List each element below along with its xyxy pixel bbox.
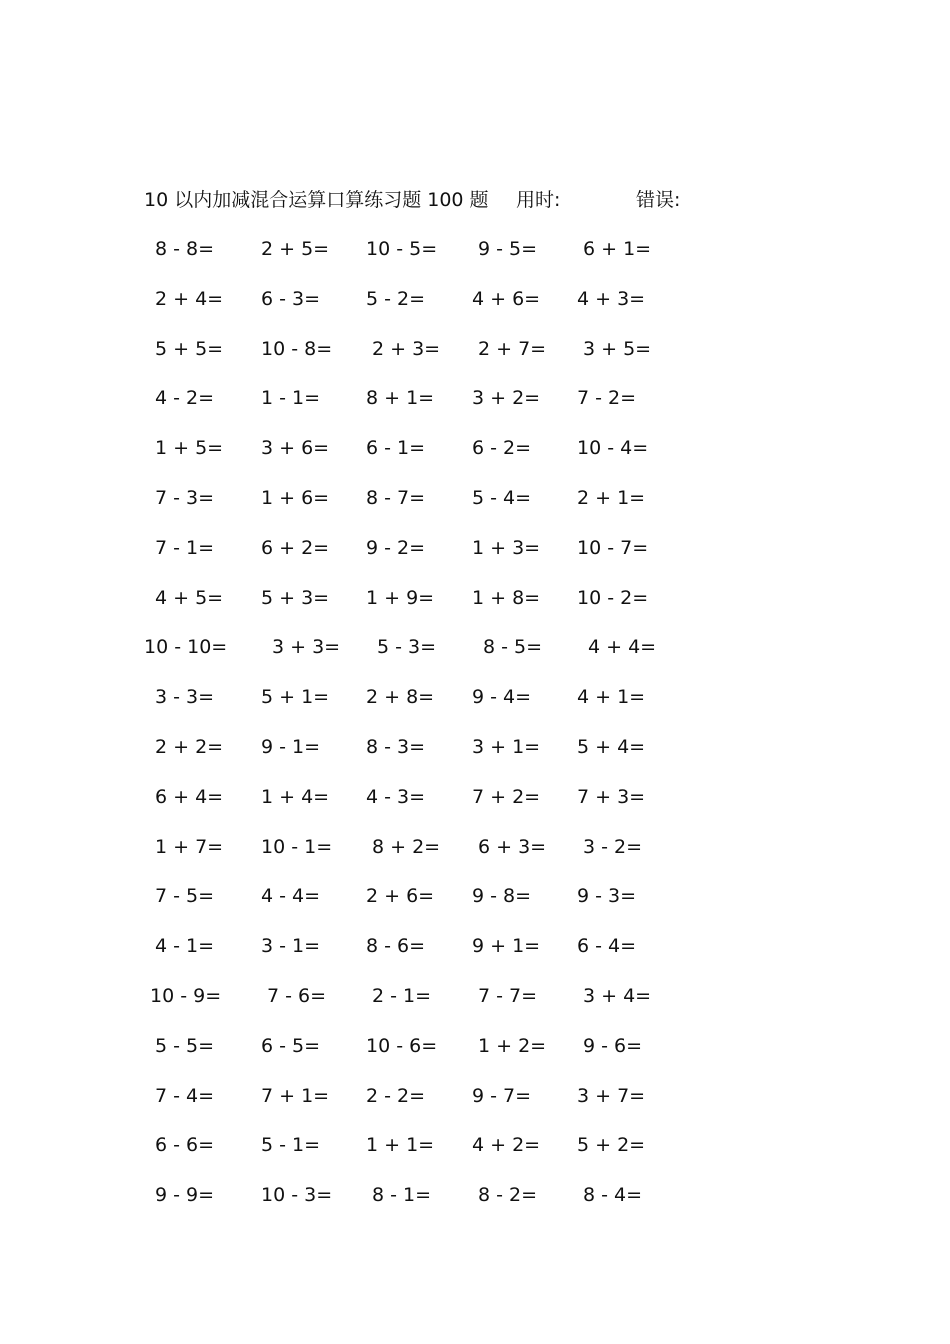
problem-row	[0, 881, 950, 931]
arithmetic-problem: 10 - 5=	[366, 238, 438, 260]
problem-row	[0, 682, 950, 732]
arithmetic-problem: 2 + 3=	[372, 337, 441, 360]
arithmetic-problem: 7 + 1=	[261, 1084, 330, 1107]
problem-row	[0, 483, 950, 533]
arithmetic-problem: 4 + 6=	[472, 287, 541, 310]
arithmetic-problem: 1 + 4=	[261, 785, 330, 808]
arithmetic-problem: 10 - 10=	[144, 636, 228, 659]
problem-row	[0, 383, 950, 433]
arithmetic-problem: 8 - 4=	[583, 1184, 643, 1207]
time-used-label: 用时:	[516, 189, 561, 211]
arithmetic-problem: 9 + 1=	[472, 935, 541, 958]
arithmetic-problem: 7 - 5=	[155, 885, 215, 908]
arithmetic-problem: 5 + 5=	[155, 337, 224, 360]
arithmetic-problem: 9 - 4=	[472, 686, 532, 709]
problem-row	[0, 1180, 950, 1230]
arithmetic-problem: 3 + 7=	[577, 1084, 646, 1107]
arithmetic-problem: 1 + 9=	[366, 586, 435, 609]
arithmetic-problem: 9 - 1=	[261, 735, 321, 758]
arithmetic-problem: 3 + 1=	[472, 735, 541, 758]
arithmetic-problem: 10 - 9=	[150, 984, 222, 1007]
problem-row	[0, 284, 950, 334]
arithmetic-problem: 8 - 1=	[372, 1184, 432, 1207]
arithmetic-problem: 3 + 3=	[272, 636, 341, 659]
arithmetic-problem: 7 - 3=	[155, 486, 215, 509]
arithmetic-problem: 4 - 2=	[155, 387, 215, 410]
arithmetic-problem: 6 + 1=	[583, 238, 652, 260]
arithmetic-problem: 5 - 4=	[472, 486, 532, 509]
arithmetic-problem: 6 + 4=	[155, 785, 224, 808]
arithmetic-problem: 6 + 3=	[478, 835, 547, 858]
problem-grid	[0, 234, 950, 1230]
arithmetic-problem: 10 - 6=	[366, 1034, 438, 1057]
arithmetic-problem: 5 - 1=	[261, 1134, 321, 1157]
arithmetic-problem: 10 - 3=	[261, 1184, 333, 1207]
problem-row	[0, 632, 950, 682]
arithmetic-problem: 8 - 7=	[366, 486, 426, 509]
arithmetic-problem: 8 - 8=	[155, 238, 215, 260]
arithmetic-problem: 7 - 2=	[577, 387, 637, 410]
arithmetic-problem: 3 + 4=	[583, 984, 652, 1007]
problem-row	[0, 832, 950, 882]
problem-row	[0, 234, 950, 284]
error-count-label: 错误:	[636, 189, 681, 211]
worksheet-header	[144, 186, 864, 214]
arithmetic-problem: 1 + 6=	[261, 486, 330, 509]
arithmetic-problem: 5 - 2=	[366, 287, 426, 310]
arithmetic-problem: 3 - 1=	[261, 935, 321, 958]
arithmetic-problem: 4 - 4=	[261, 885, 321, 908]
arithmetic-problem: 2 + 5=	[261, 238, 330, 260]
arithmetic-problem: 6 + 2=	[261, 536, 330, 559]
arithmetic-problem: 2 + 8=	[366, 686, 435, 709]
problem-row	[0, 931, 950, 981]
arithmetic-problem: 8 - 2=	[478, 1184, 538, 1207]
arithmetic-problem: 1 + 8=	[472, 586, 541, 609]
problem-row	[0, 1031, 950, 1081]
arithmetic-problem: 6 - 1=	[366, 437, 426, 460]
arithmetic-problem: 9 - 3=	[577, 885, 637, 908]
arithmetic-problem: 9 - 5=	[478, 238, 538, 260]
arithmetic-problem: 4 + 5=	[155, 586, 224, 609]
arithmetic-problem: 10 - 4=	[577, 437, 649, 460]
arithmetic-problem: 3 - 2=	[583, 835, 643, 858]
arithmetic-problem: 6 - 3=	[261, 287, 321, 310]
arithmetic-problem: 4 + 3=	[577, 287, 646, 310]
arithmetic-problem: 4 + 4=	[588, 636, 657, 659]
arithmetic-problem: 1 + 3=	[472, 536, 541, 559]
arithmetic-problem: 7 + 3=	[577, 785, 646, 808]
arithmetic-problem: 1 + 7=	[155, 835, 224, 858]
arithmetic-problem: 5 + 2=	[577, 1134, 646, 1157]
arithmetic-problem: 10 - 8=	[261, 337, 333, 360]
arithmetic-problem: 5 + 3=	[261, 586, 330, 609]
problem-row	[0, 583, 950, 633]
arithmetic-problem: 8 - 3=	[366, 735, 426, 758]
arithmetic-problem: 3 + 2=	[472, 387, 541, 410]
problem-row	[0, 1081, 950, 1131]
arithmetic-problem: 3 - 3=	[155, 686, 215, 709]
arithmetic-problem: 4 - 1=	[155, 935, 215, 958]
arithmetic-problem: 9 - 2=	[366, 536, 426, 559]
problem-row	[0, 782, 950, 832]
arithmetic-problem: 5 - 5=	[155, 1034, 215, 1057]
problem-row	[0, 732, 950, 782]
arithmetic-problem: 9 - 7=	[472, 1084, 532, 1107]
arithmetic-problem: 1 - 1=	[261, 387, 321, 410]
arithmetic-problem: 6 - 2=	[472, 437, 532, 460]
arithmetic-problem: 7 + 2=	[472, 785, 541, 808]
arithmetic-problem: 7 - 6=	[267, 984, 327, 1007]
arithmetic-problem: 7 - 1=	[155, 536, 215, 559]
arithmetic-problem: 6 - 6=	[155, 1134, 215, 1157]
arithmetic-problem: 2 - 2=	[366, 1084, 426, 1107]
arithmetic-problem: 7 - 4=	[155, 1084, 215, 1107]
arithmetic-problem: 4 + 2=	[472, 1134, 541, 1157]
arithmetic-problem: 6 - 5=	[261, 1034, 321, 1057]
arithmetic-problem: 10 - 1=	[261, 835, 333, 858]
problem-row	[0, 334, 950, 384]
problem-row	[0, 981, 950, 1031]
problem-row	[0, 433, 950, 483]
worksheet-title: 10 以内加减混合运算口算练习题 100 题	[144, 189, 489, 211]
arithmetic-problem: 2 + 6=	[366, 885, 435, 908]
arithmetic-problem: 8 + 1=	[366, 387, 435, 410]
problem-row	[0, 533, 950, 583]
arithmetic-problem: 5 - 3=	[377, 636, 437, 659]
arithmetic-problem: 8 + 2=	[372, 835, 441, 858]
arithmetic-problem: 10 - 7=	[577, 536, 649, 559]
arithmetic-problem: 2 + 2=	[155, 735, 224, 758]
arithmetic-problem: 2 + 1=	[577, 486, 646, 509]
arithmetic-problem: 6 - 4=	[577, 935, 637, 958]
arithmetic-problem: 2 + 7=	[478, 337, 547, 360]
arithmetic-problem: 8 - 5=	[483, 636, 543, 659]
arithmetic-problem: 10 - 2=	[577, 586, 649, 609]
arithmetic-problem: 3 + 5=	[583, 337, 652, 360]
arithmetic-problem: 1 + 5=	[155, 437, 224, 460]
arithmetic-problem: 2 - 1=	[372, 984, 432, 1007]
arithmetic-problem: 7 - 7=	[478, 984, 538, 1007]
arithmetic-problem: 9 - 6=	[583, 1034, 643, 1057]
arithmetic-problem: 4 - 3=	[366, 785, 426, 808]
arithmetic-problem: 5 + 1=	[261, 686, 330, 709]
arithmetic-problem: 9 - 8=	[472, 885, 532, 908]
problem-row	[0, 1130, 950, 1180]
arithmetic-problem: 8 - 6=	[366, 935, 426, 958]
arithmetic-problem: 4 + 1=	[577, 686, 646, 709]
arithmetic-problem: 1 + 1=	[366, 1134, 435, 1157]
arithmetic-problem: 3 + 6=	[261, 437, 330, 460]
arithmetic-problem: 9 - 9=	[155, 1184, 215, 1207]
arithmetic-problem: 2 + 4=	[155, 287, 224, 310]
arithmetic-problem: 1 + 2=	[478, 1034, 547, 1057]
arithmetic-problem: 5 + 4=	[577, 735, 646, 758]
